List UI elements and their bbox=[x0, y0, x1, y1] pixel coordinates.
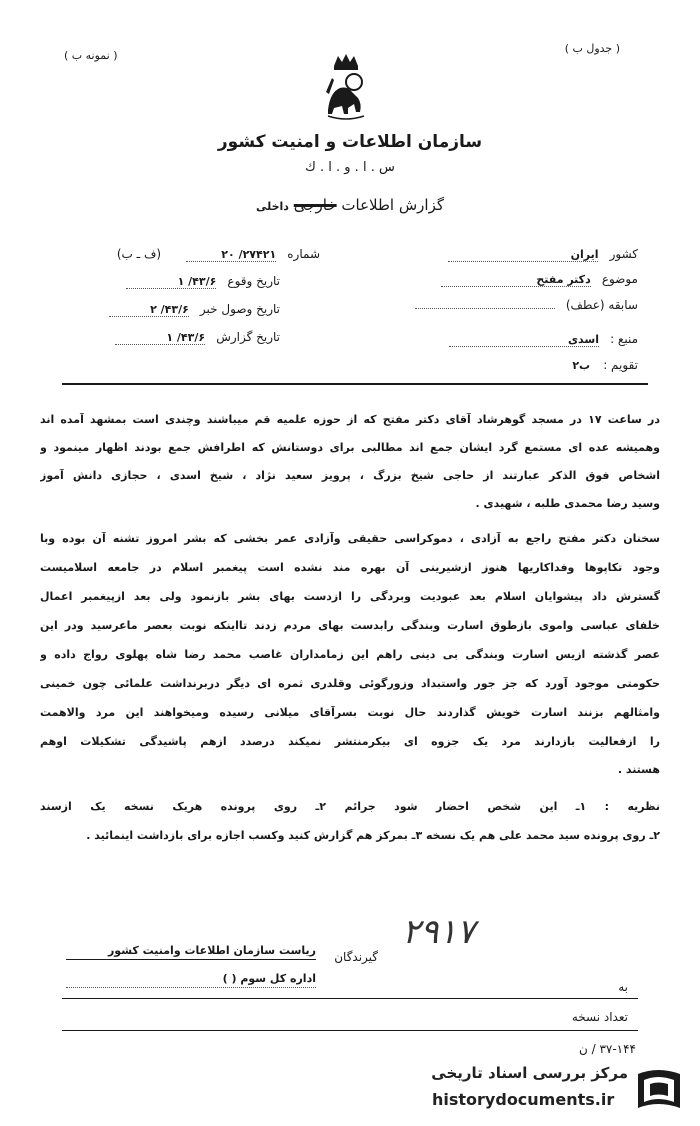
report-title-suffix: داخلی bbox=[255, 200, 289, 213]
field-label: شماره bbox=[287, 247, 320, 261]
field-value: ب۲ bbox=[572, 359, 591, 372]
field-value: دکتر مفتح bbox=[441, 273, 591, 287]
field-number bbox=[70, 243, 320, 262]
organization-abbreviation: س . ا . و . ا . ك bbox=[305, 160, 395, 175]
field-value: ۴۳/۶/ ۲ bbox=[109, 303, 189, 317]
field-reference bbox=[408, 294, 638, 313]
body-line: وسید رضا محمدی طلبه ، شهیدی . bbox=[475, 497, 660, 510]
watermark-name: مرکز بررسی اسناد تاریخی bbox=[431, 1064, 628, 1082]
report-title-prefix: گزارش اطلاعات bbox=[341, 196, 444, 214]
field-value: ۴۳/۶/ ۱ bbox=[115, 331, 205, 345]
field-subject bbox=[408, 268, 638, 287]
handwritten-number: ۲۹۱۷ bbox=[402, 912, 476, 952]
field-label: منبع : bbox=[610, 332, 638, 346]
body-line: هستند . bbox=[617, 763, 660, 776]
watermark-url: historydocuments.ir bbox=[432, 1090, 615, 1109]
field-label: تاریخ وصول خبر bbox=[199, 302, 280, 316]
body-line: وهمیشه عده ای مستمع گرد ایشان جمع اند مطالبی برای دوستانش که اطرافش جمع بودند اظهار مینمود و bbox=[40, 441, 660, 454]
recipients-label: گیرندگان bbox=[334, 950, 378, 964]
body-line: ۲ـ روی پرونده سید محمد علی هم یک نسخه ۳ـ بمرکز هم گزارش کنید وکسب اجازه برای بازداشت اینمائید . bbox=[86, 829, 660, 842]
lion-and-sun-emblem bbox=[318, 52, 374, 122]
body-line: وامثالهم بزنند اسارت خویش گذاردند حال نوبت بسرآقای میلانی رسیده ومیخواهند این مرد والاهمت bbox=[40, 706, 660, 719]
field-label: تاریخ وقوع bbox=[227, 274, 280, 288]
field-label: تقویم : bbox=[603, 358, 638, 372]
body-line: سخنان دکتر مفتح راجع به آزادی ، دموکراسی حقیقی وآزادی عمر بخشی که بشر امروز تشنه آن بوده وبا bbox=[40, 532, 660, 545]
body-line: نظریه : ۱ـ این شخص احضار شود جرائم ۲ـ روی پرونده هریک نسخه یک ازسند bbox=[40, 800, 660, 813]
field-label: تاریخ گزارش bbox=[216, 330, 280, 344]
field-occurrence-date bbox=[70, 270, 280, 289]
body-line: خلفای عباسی واموی بازطوق اسارت وبندگی رابدست بهای مردم زدند تااینکه نوبت بعصر ماعرسید ودر این bbox=[40, 619, 660, 632]
body-line: را ازفعالیت بازدارند مرد یک جزوه ای بیکرمنتشر نمیکند درصدد ازهم پاشیدگی تشکیلات اوهم bbox=[40, 735, 660, 748]
field-receipt-date bbox=[70, 298, 280, 317]
body-line: حکومتی موجود آورد که جز جور واستبداد وزورگوئی وقلدری ثمره ای دیگر دربرنداشت علمائی چون خمینی bbox=[40, 677, 660, 690]
to-label: به bbox=[618, 980, 628, 994]
header-separator bbox=[62, 383, 648, 385]
body-line: اشخاص فوق الذکر عبارتند از حاجی شیخ بزرگ ، پرویز سعید نژاد ، شیخ اسدی ، حجازی دانش آموز bbox=[40, 469, 660, 482]
field-value: ۲۷۴۲۱/ ۲۰ bbox=[186, 248, 276, 262]
copies-label: تعداد نسخه bbox=[571, 1010, 628, 1024]
field-value: ایران bbox=[448, 248, 598, 262]
organization-title: سازمان اطلاعات و امنیت کشور bbox=[217, 132, 483, 152]
body-line: وجود تکاپوها وفداکاریها هنوز ازشیرینی آن بهره مند نشده است پیغمبر اسلام در جامعه اسلامیست bbox=[40, 561, 660, 574]
form-type-label-left: ( نمونه ب ) bbox=[64, 49, 118, 62]
recipient-stamp-2: اداره کل سوم ( ) bbox=[66, 972, 316, 988]
field-value bbox=[415, 296, 555, 309]
form-type-label-right: ( جدول ب ) bbox=[564, 42, 620, 55]
field-value: اسدی bbox=[449, 333, 599, 347]
field-label: کشور bbox=[609, 247, 638, 261]
report-title bbox=[0, 196, 700, 214]
field-label: سابقه (عطف) bbox=[565, 298, 638, 312]
body-line: عصر گذشته ازیس اسارت وبندگی بی دینی راهم این زمامداران غاصب محمد رضا شاه پهلوی رواج داده و bbox=[40, 648, 660, 661]
body-line: گسترش داد پیشوایان اسلام بعد عبودیت وبردگی را ازدست بهای بشر بازنمود ولی بعد ازپیغمبر اعمال bbox=[40, 590, 660, 603]
to-line bbox=[62, 998, 638, 999]
report-title-struck-word: خارجی bbox=[293, 196, 337, 214]
recipient-stamp-1: ریاست سازمان اطلاعات وامنیت کشور bbox=[66, 944, 316, 960]
field-source bbox=[408, 328, 638, 347]
archive-reference: ۳۷-۱۴۴ / ن bbox=[578, 1042, 636, 1056]
field-evaluation bbox=[408, 354, 638, 373]
field-label: موضوع bbox=[601, 272, 638, 286]
body-line: در ساعت ۱۷ در مسجد گوهرشاد آقای دکتر مفتح که از حوزه علمیه قم میباشند وچندی است بمشهد آمده اند bbox=[40, 413, 660, 426]
field-report-date bbox=[70, 326, 280, 345]
field-value: ۴۳/۶/ ۱ bbox=[126, 275, 216, 289]
field-country bbox=[408, 243, 638, 262]
field-note: (ف ـ ب) bbox=[116, 247, 162, 261]
archive-logo-icon bbox=[632, 1064, 686, 1114]
copies-line bbox=[62, 1030, 638, 1031]
